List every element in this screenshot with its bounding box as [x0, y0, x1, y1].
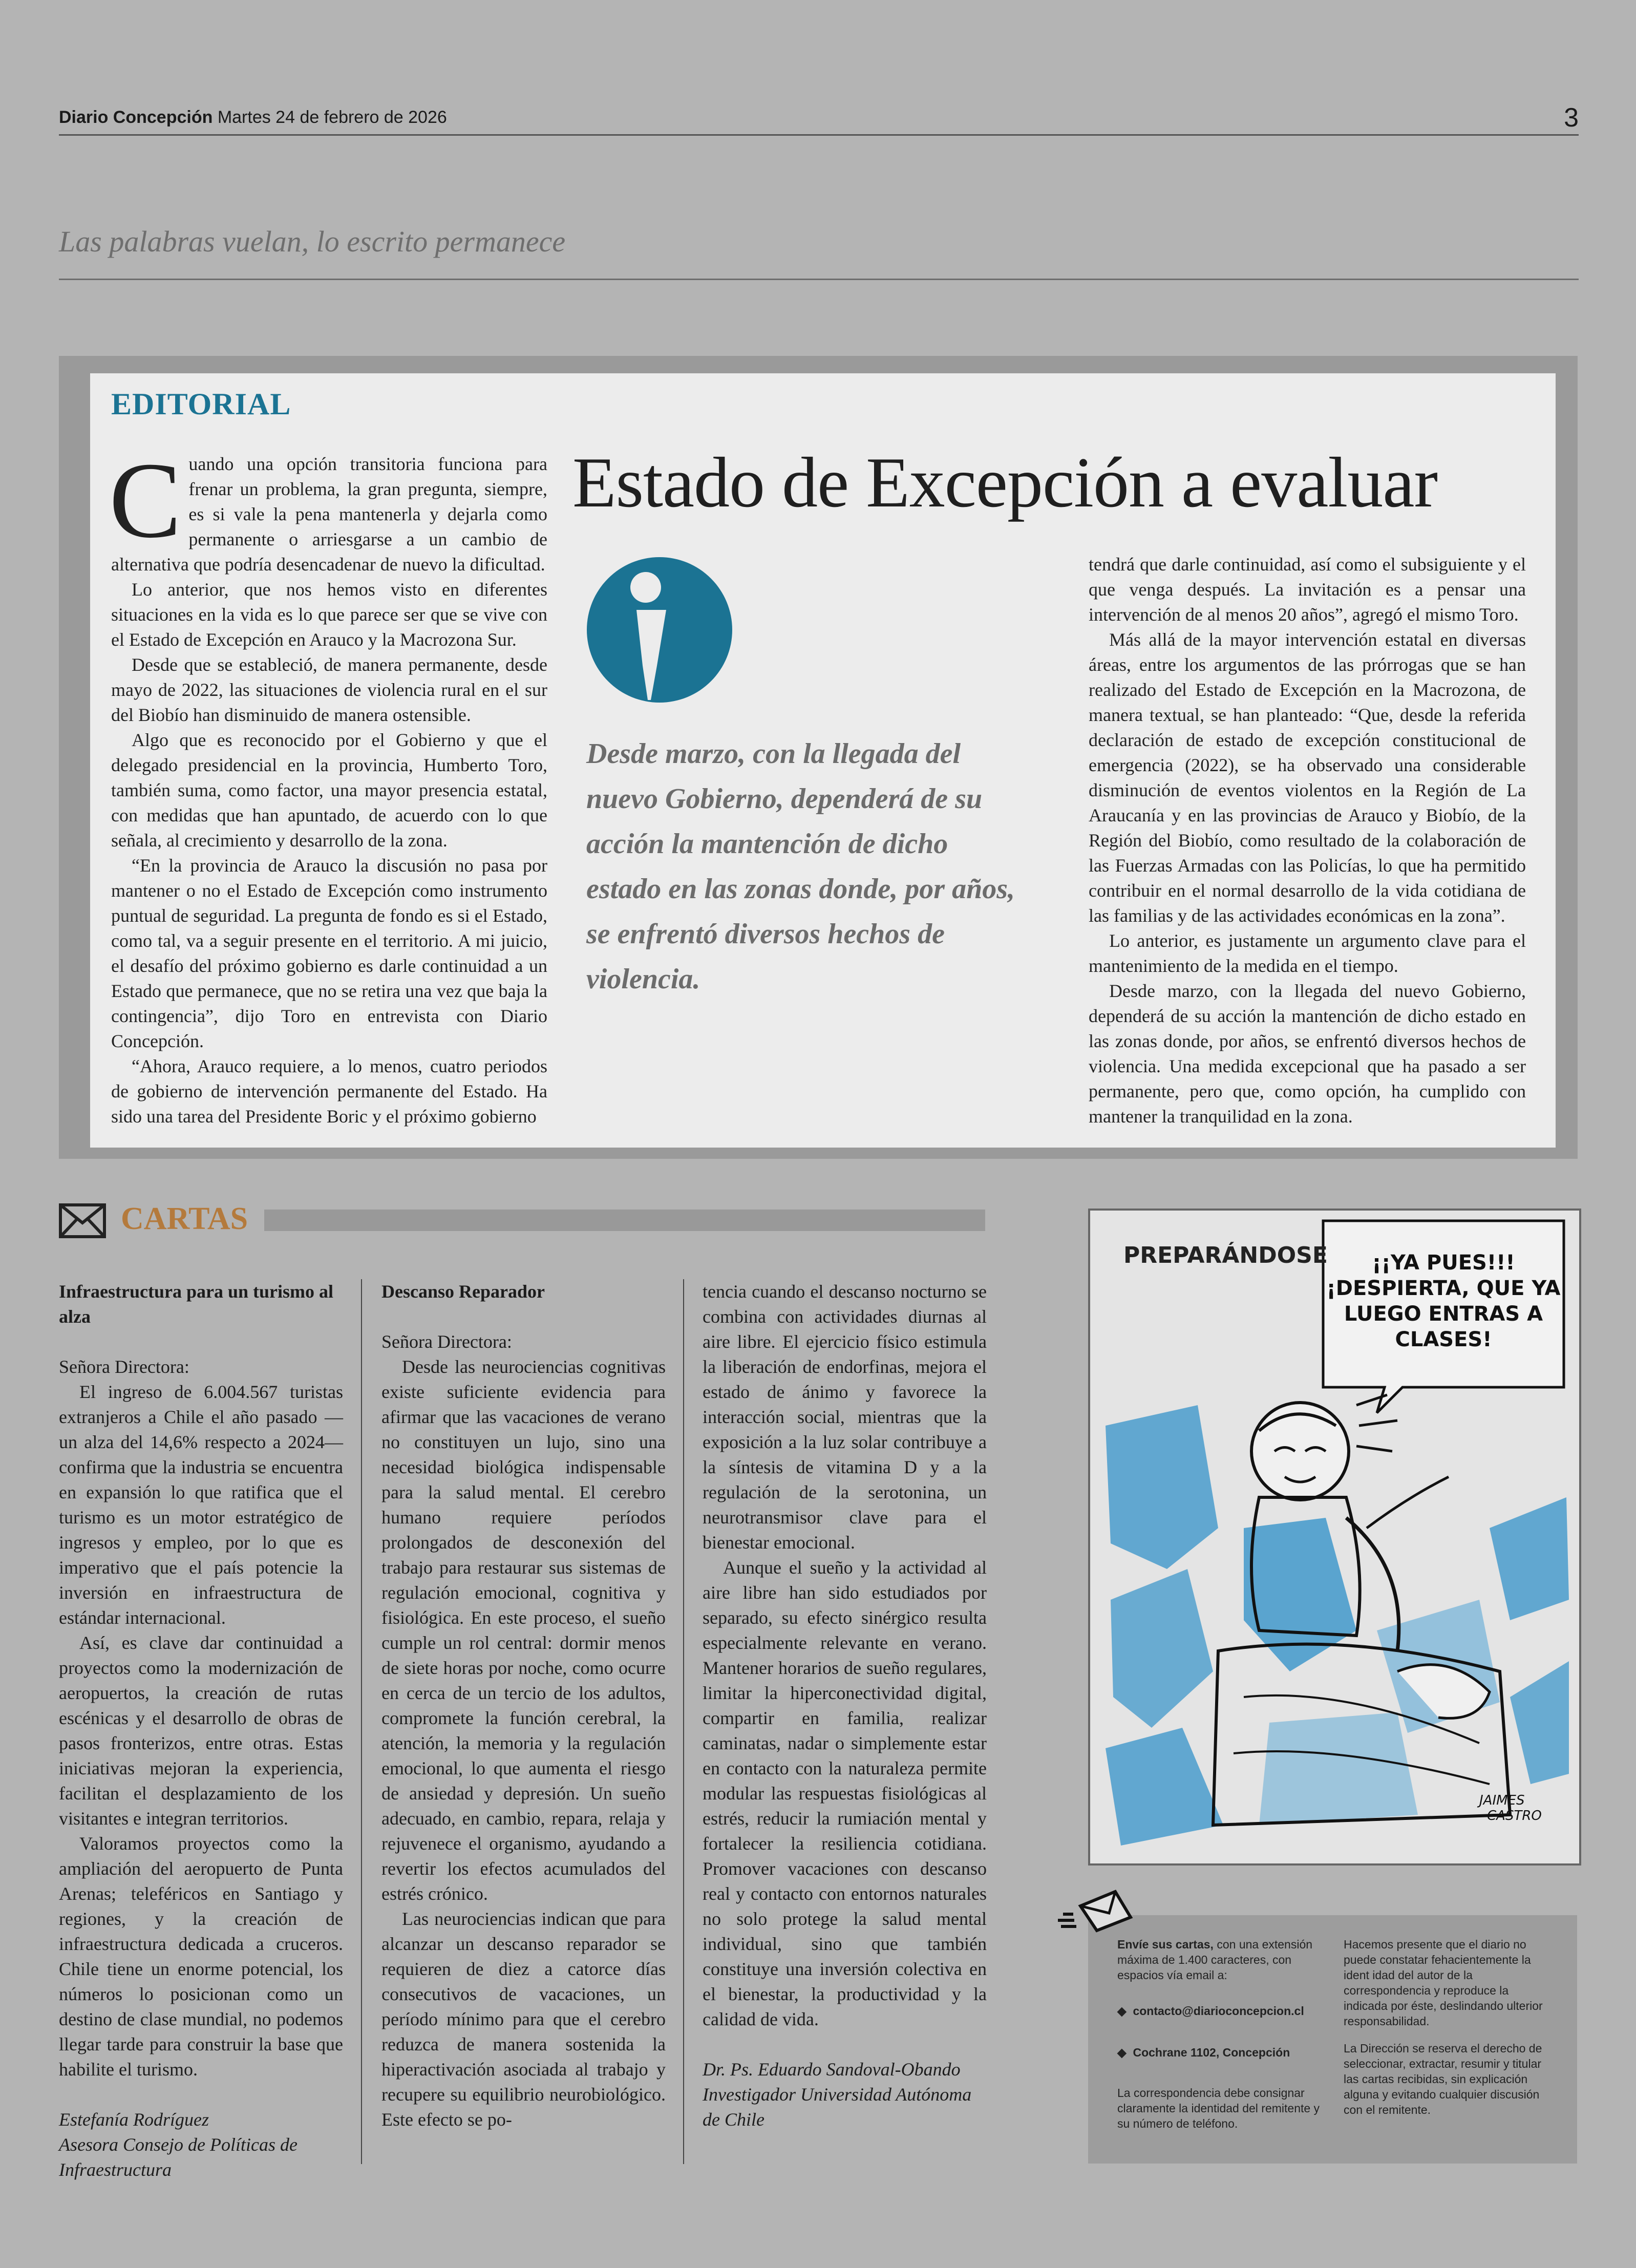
publication-date: Martes 24 de febrero de 2026 — [217, 108, 447, 127]
editorial-paragraph: Lo anterior, que nos hemos visto en diferentes situaciones en la vida es lo que parece ser que se vive con el Estado de Excepción en Arauco y la Macrozona Sur. — [111, 579, 547, 650]
letter-headline: Infraestructura para un turismo al alza — [59, 1281, 333, 1327]
editorial-pull-quote: Desde marzo, con la llegada del nuevo Gobierno, dependerá de su acción la mantención de dicho estado en las zonas donde, por años, se enfrentó diversos hechos de violencia. — [586, 738, 1015, 995]
info-send-rest: con una extensión máxima de 1.400 caracteres, con espacios vía email a: — [1117, 1938, 1313, 1982]
page-number: 3 — [1564, 103, 1579, 133]
editorial-paragraph: “En la provincia de Arauco la discusión no pasa por mantener o no el Estado de Excepción como instrumento puntual de seguridad. La pregunta de fondo es si el Estado, como tal, va a seguir presente en el territorio. A mi juicio, el desafío del próximo gobierno es darle continuidad a un Estado que permanece, que no se retira una vez que baja la contingencia”, dijo Toro en entrevista con Diario Concepción. — [111, 855, 547, 1051]
editorial-paragraph: Lo anterior, es justamente un argumento clave para el mantenimiento de la medida en el tiempo. — [1089, 930, 1526, 976]
editorial-paragraph: uando una opción transitoria funciona para frenar un problema, la gran pregunta, siempre, es si vale la pena mantenerla y dejarla como permanente o arriesgarse a un cambio de alternativa que podría desencadenar de nuevo la dificultad. — [111, 454, 547, 575]
editorial-column-left — [109, 440, 547, 1138]
info-identity-note: La correspondencia debe consignar claramente la identidad del remitente y su número de teléfono. — [1117, 2086, 1320, 2130]
editorial-paragraph: tendrá que darle continuidad, así como el subsiguiente y el que venga después. La invitación es a pensar una intervención de al menos 20 años”, agregó el mismo Toro. — [1089, 554, 1526, 625]
editorial-dropcap: C — [109, 440, 182, 560]
editorial-paragraph: Desde marzo, con la llegada del nuevo Gobierno, dependerá de su acción la mantención de dicho estado en las zonas donde, por años, se enfrentó diversos hechos de violencia. Una medida excepcional que ha pasado a ser permanente, pero que, como opción, ha cumplido con mantener la tranquilidad en la zona. — [1089, 981, 1526, 1127]
letter-column-1 — [59, 1279, 343, 2180]
letter-signature-title: Asesora Consejo de Políticas de Infraestructura — [59, 2134, 298, 2180]
info-send-bold: Envíe sus cartas, — [1117, 1938, 1214, 1951]
letter-paragraph: tencia cuando el descanso nocturno se combina con actividades diurnas al aire libre. El ejercicio físico estimula la liberación de endorfinas, mejora el estado de ánimo y favorece la interacción social, mientras que la exposición a la luz solar contribuye a la síntesis de vitamina D y a la regulación de la serotonina, un neurotransmisor clave para el bienestar emocional. — [703, 1281, 987, 1553]
editorial-paragraph: Algo que es reconocido por el Gobierno y que el delegado presidencial en la provincia, Humberto Toro, también suma, como factor, una mayor presencia estatal, con medidas que han apuntado, de acuerdo con lo que señala, al crecimiento y desarrollo de la zona. — [111, 730, 547, 851]
envelope-icon — [59, 1203, 106, 1238]
cartoon-illustration — [1090, 1211, 1579, 1863]
info-disclaimer: Hacemos presente que el diario no puede constatar fehacientemente la ident idad del autor de la correspondencia y reproduce la indicada por éste, deslindando ulterior responsabilidad. — [1344, 1938, 1543, 2028]
info-address: Cochrane 1102, Concepción — [1133, 2046, 1290, 2059]
editorial-paragraph: “Ahora, Arauco requiere, a lo menos, cuatro periodos de gobierno de intervención permanente del Estado. Ha sido una tarea del Presidente Boric y el próximo gobierno — [111, 1056, 547, 1127]
cartoon-signature: CASTRO — [1487, 1808, 1542, 1824]
cartas-label: CARTAS — [121, 1201, 248, 1236]
letter-headline: Descanso Reparador — [381, 1281, 545, 1302]
info-email: contacto@diarioconcepcion.cl — [1133, 2004, 1304, 2018]
info-disclaimer: La Dirección se reserva el derecho de seleccionar, extractar, resumir y titular las cartas recibidas, sin explicación alguna y evitando cualquier discusión con el remitente. — [1344, 2042, 1542, 2116]
speech-line: LUEGO ENTRAS A — [1344, 1302, 1543, 1326]
motto-divider — [59, 279, 1579, 280]
info-send-instructions — [1117, 1937, 1332, 1983]
cartoon-caption: PREPARÁNDOSE — [1123, 1242, 1328, 1268]
column-divider — [361, 1279, 362, 2164]
letter-signature-name: Dr. Ps. Eduardo Sandoval-Obando — [703, 2059, 961, 2080]
flying-envelope-icon — [1054, 1884, 1141, 1936]
header-publication-line — [59, 108, 447, 128]
section-motto: Las palabras vuelan, lo escrito permanece — [59, 225, 566, 258]
cartas-header-bar — [264, 1210, 985, 1231]
editorial-paragraph: Más allá de la mayor intervención estatal en diversas áreas, entre los argumentos de las prórrogas que se han realizado del Estado de Excepción en la Macrozona, de manera textual, se han planteado: “Que, desde la referida declaración de estado de excepción constitucional de emergencia (2022), se ha observado una considerable disminución de eventos violentos en la Región de La Araucanía y en las provincias de Arauco y Biobío, de la Región del Biobío, como resultado de la colaboración de las Fuerzas Armadas con las Policías, lo que ha permitido contribuir en el normal desarrollo de la vida cotidiana de las familias y de las actividades económicas en la zona”. — [1089, 629, 1526, 926]
letter-column-3 — [703, 1279, 987, 2165]
info-address-line: ◆ Cochrane 1102, Concepción — [1117, 2046, 1290, 2059]
cartoon-signature: JAIMES — [1479, 1793, 1525, 1808]
speech-line: ¡DESPIERTA, QUE YA — [1326, 1277, 1561, 1300]
page-header — [59, 102, 1579, 136]
editorial-column-right — [1089, 552, 1526, 1141]
info-email-line: ◆ contacto@diarioconcepcion.cl — [1117, 2004, 1304, 2018]
publication-name: Diario Concepción — [59, 108, 213, 127]
letter-column-2 — [381, 1279, 666, 2165]
letter-paragraph: El ingreso de 6.004.567 turistas extranjeros a Chile el año pasado —un alza del 14,6% respecto a 2024— confirma que la industria se encuentra en expansión lo que ratifica que el turismo es un motor estratégico de ingresos y empleo, por lo que es imperativo que el país potencie la inversión en infraestructura de estándar internacional. — [59, 1382, 343, 1628]
speech-line: CLASES! — [1395, 1328, 1492, 1351]
letter-paragraph: Así, es clave dar continuidad a proyectos como la modernización de aeropuertos, la creación de rutas escénicas y el desarrollo de obras de pasos fronterizos, entre otras. Estas iniciativas mejoran la experiencia, facilitan el desplazamiento de los visitantes e integran territorios. — [59, 1633, 343, 1829]
letter-paragraph: Las neurociencias indican que para alcanzar un descanso reparador se requieren de diez a catorce días consecutivos de vacaciones, un período mínimo para que el cerebro reduzca de manera sostenida la hiperactivación asociada al trabajo y recupere su equilibrio neurobiológico. Este efecto se po- — [381, 1909, 666, 2130]
letter-signature-name: Estefanía Rodríguez — [59, 2109, 209, 2130]
info-icon — [585, 556, 734, 704]
editorial-title: Estado de Excepción a evaluar — [572, 443, 1438, 522]
letter-paragraph: Valoramos proyectos como la ampliación del aeropuerto de Punta Arenas; teleféricos en Santiago y regiones, y la creación de infraestructura dedicada a cruceros. Chile tiene un enorme potencial, los números lo posicionan como un destino de clase mundial, no podemos llegar tarde para construir la base que habilite el turismo. — [59, 1833, 343, 2080]
letter-salutation: Señora Directora: — [59, 1356, 189, 1377]
letter-signature-title: Investigador Universidad Autónoma de Chile — [703, 2084, 972, 2130]
column-divider — [683, 1279, 684, 2164]
letter-salutation: Señora Directora: — [381, 1331, 512, 1352]
editorial-label: EDITORIAL — [111, 387, 291, 421]
editorial-paragraph: Desde que se estableció, de manera permanente, desde mayo de 2022, las situaciones de violencia rural en el sur del Biobío han disminuido de manera ostensible. — [111, 654, 547, 725]
speech-line: ¡¡YA PUES!!! — [1372, 1251, 1515, 1275]
letter-paragraph: Desde las neurociencias cognitivas existe suficiente evidencia para afirmar que las vacaciones de verano no constituyen un lujo, sino una necesidad biológica indispensable para la salud mental. El cerebro humano requiere períodos prolongados de desconexión del trabajo para restaurar sus sistemas de regulación emocional, cognitiva y fisiológica. En este proceso, el sueño cumple un rol central: dormir menos de siete horas por noche, como ocurre en cerca de un tercio de los adultos, compromete la función cerebral, la atención, la memoria y la regulación emocional, lo que aumenta el riesgo de ansiedad y depresión. Un sueño adecuado, en cambio, repara, relaja y rejuvenece el organismo, ayudando a revertir los efectos acumulados del estrés crónico. — [381, 1356, 666, 1904]
letter-paragraph: Aunque el sueño y la actividad al aire libre han sido estudiados por separado, su efecto sinérgico resulta especialmente relevante en verano. Mantener horarios de sueño regulares, limitar la hiperconectividad digital, compartir en familia, realizar caminatas, nadar o simplemente estar en contacto con la naturaleza permite modular las respuestas fisiológicas al estrés, reducir la rumiación mental y fortalecer la resiliencia cotidiana. Promover vacaciones con descanso real y contacto con entornos naturales no solo protege la salud mental individual, sino que también constituye una inversión colectiva en el bienestar, la productividad y la calidad de vida. — [703, 1557, 987, 2029]
